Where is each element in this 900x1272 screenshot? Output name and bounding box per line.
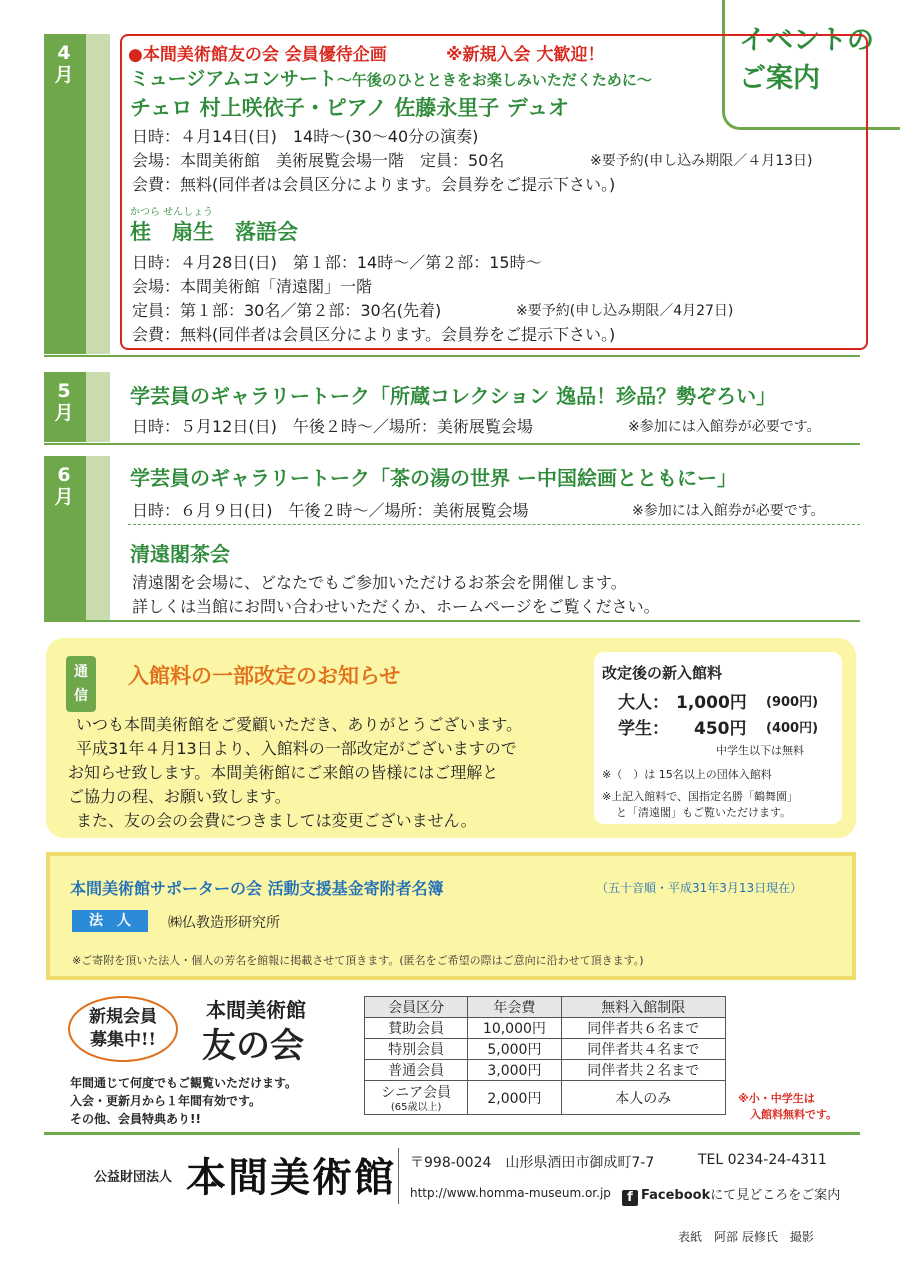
- table-row: [365, 1060, 726, 1081]
- member-limit: 同伴者共４名まで: [561, 1039, 726, 1060]
- fee-heading: 改定後の新入館料: [602, 664, 723, 682]
- cover-credit: 表紙 阿部 辰修氏 撮影: [678, 1230, 814, 1244]
- member-limit: 本人のみ: [561, 1081, 726, 1115]
- rakugo-fee: 会費：無料(同伴者は会員区分によります。会員券をご提示下さい。): [132, 325, 616, 344]
- garden-note2: と「清遠閣」もご覧いただけます。: [616, 806, 792, 819]
- member-type: 普通会員: [365, 1060, 468, 1081]
- tea-line2: 詳しくは当館にお問い合わせいただくか、ホームページをご覧ください。: [132, 597, 660, 616]
- category-badge: 法 人: [72, 910, 148, 932]
- section-divider: [44, 443, 860, 445]
- notice-body-line4: ご協力の程、お願い致します。: [68, 787, 291, 806]
- junior-note: 中学生以下は無料: [716, 744, 804, 757]
- museum-logo: 本間美術館: [186, 1154, 396, 1201]
- table-header: 会員区分: [365, 997, 468, 1018]
- month-number: 6: [57, 464, 71, 486]
- fee-revision-notice: [46, 638, 856, 838]
- concert-performers: チェロ 村上咲依子・ピアノ 佐藤永里子 デュオ: [130, 96, 569, 120]
- member-fee: 2,000円: [468, 1081, 561, 1115]
- donor-name: ㈱仏教造形研究所: [168, 915, 280, 931]
- footer-vertical-divider: [398, 1148, 399, 1204]
- membership-desc2: 入会・更新月から１年間有効です。: [70, 1094, 262, 1108]
- may-talk-info: 日時：５月12日(日) 午後２時〜／場所：美術展覧会場: [132, 417, 533, 436]
- donor-list: [46, 852, 856, 980]
- garden-note1: ※上記入館料で、国指定名勝「鶴舞園」: [602, 790, 798, 803]
- donor-title: 本間美術館サポーターの会 活動支援基金寄附者名簿: [70, 879, 444, 898]
- section-divider: [44, 620, 860, 622]
- recruit-badge: 新規会員 募集中!!: [68, 996, 178, 1062]
- concert-fee: 会費：無料(同伴者は会員区分によります。会員券をご提示下さい。): [132, 175, 616, 194]
- welcome-note: ※新規入会 大歓迎！: [446, 45, 605, 65]
- month-unit: 月: [54, 64, 74, 86]
- month-column-june: [44, 456, 110, 620]
- donor-title-note: （五十音順・平成31年3月13日現在）: [596, 881, 803, 895]
- month-column-april: [44, 34, 110, 354]
- footer-divider: [44, 1132, 860, 1135]
- month-unit: 月: [54, 486, 74, 508]
- membership-desc3: その他、会員特典あり!!: [70, 1112, 201, 1126]
- members-line: ●本間美術館友の会 会員優待企画: [128, 45, 387, 65]
- tea-line1: 清遠閣を会場に、どなたでもご参加いただけるお茶会を開催します。: [132, 573, 627, 592]
- website-link[interactable]: http://www.homma-museum.or.jp: [410, 1186, 611, 1200]
- rakugo-capacity: 定員：第１部：30名／第２部：30名(先着): [132, 301, 442, 320]
- concert-date: 日時：４月14日(日) 14時〜(30〜40分の演奏): [132, 127, 479, 146]
- month-number: 5: [57, 380, 71, 402]
- child-note1: ※小・中学生は: [738, 1092, 815, 1105]
- notice-body-line2: 平成31年４月13日より、入館料の一部改定がございますので: [76, 739, 517, 758]
- may-talk-title: 学芸員のギャラリートーク「所蔵コレクション 逸品！珍品？勢ぞろい」: [130, 384, 777, 408]
- table-header: 無料入館制限: [561, 997, 726, 1018]
- membership-fee-table: [364, 996, 726, 1115]
- month-column-may: [44, 372, 110, 442]
- concert-title: ミュージアムコンサート〜午後のひとときをお楽しみいただくために〜: [130, 68, 652, 90]
- notice-title: 入館料の一部改定のお知らせ: [128, 664, 401, 688]
- member-limit: 同伴者共２名まで: [561, 1060, 726, 1081]
- facebook-icon: f: [622, 1190, 638, 1206]
- new-fee-panel: [594, 652, 842, 824]
- rakugo-venue: 会場：本間美術館「清遠閣」一階: [132, 277, 373, 296]
- notice-body-line3: お知らせ致します。本間美術館にご来館の皆様にはご理解と: [68, 763, 499, 782]
- table-row: [365, 1039, 726, 1060]
- group-note: ※（ ）は 15名以上の団体入館料: [602, 768, 772, 781]
- member-fee: 3,000円: [468, 1060, 561, 1081]
- month-unit: 月: [54, 402, 74, 424]
- tea-title: 清遠閣茶会: [130, 542, 230, 566]
- donor-footnote: ※ご寄附を頂いた法人・個人の芳名を館報に掲載させて頂きます。(匿名をご希望の際はご意向に沿わせて頂きます。): [72, 954, 644, 967]
- student-old-price: (400円): [766, 721, 819, 736]
- member-limit: 同伴者共６名まで: [561, 1018, 726, 1039]
- member-fee: 5,000円: [468, 1039, 561, 1060]
- concert-venue: 会場：本間美術館 美術展覧会場一階 定員：50名: [132, 151, 505, 170]
- club-name2: 友の会: [202, 1026, 304, 1066]
- notice-body-line1: いつも本間美術館をご愛顧いただき、ありがとうございます。: [76, 715, 523, 734]
- member-type: 特別会員: [365, 1039, 468, 1060]
- notice-badge: 通 信: [66, 656, 96, 712]
- table-row: [365, 1018, 726, 1039]
- rakugo-reservation: ※要予約(申し込み期限／4月27日): [516, 303, 734, 319]
- child-note2: 入館料無料です。: [750, 1108, 838, 1121]
- concert-reservation: ※要予約(申し込み期限／４月13日): [590, 153, 813, 169]
- member-fee: 10,000円: [468, 1018, 561, 1039]
- section-divider: [44, 355, 860, 357]
- address: 〒998-0024 山形県酒田市御成町7-7: [410, 1155, 655, 1171]
- may-talk-note: ※参加には入館券が必要です。: [628, 419, 821, 435]
- month-number: 4: [57, 42, 71, 64]
- adult-price: 1,000円: [676, 693, 747, 713]
- june-talk-note: ※参加には入館券が必要です。: [632, 503, 825, 519]
- club-name1: 本間美術館: [206, 998, 306, 1022]
- facebook-link[interactable]: f Facebookにて見どころをご案内: [622, 1184, 840, 1206]
- rakugo-ruby: かつら せんしょう: [130, 207, 214, 218]
- membership-desc1: 年間通じて何度でもご観覧いただけます。: [70, 1076, 298, 1090]
- june-talk-info: 日時：６月９日(日) 午後２時〜／場所：美術展覧会場: [132, 501, 529, 520]
- event-tab-line1: イベントの: [739, 25, 874, 56]
- student-price: 450円: [694, 719, 747, 739]
- event-tab-line2: ご案内: [739, 63, 820, 94]
- table-header-row: [365, 997, 726, 1018]
- adult-label: 大人：: [618, 693, 669, 713]
- rakugo-date: 日時：４月28日(日) 第１部：14時〜／第２部：15時〜: [132, 253, 542, 272]
- student-label: 学生：: [618, 719, 669, 739]
- notice-body-line5: また、友の会の会費につきましては変更ございません。: [76, 811, 477, 830]
- rakugo-title: 桂 扇生 落語会: [130, 220, 298, 244]
- june-talk-title: 学芸員のギャラリートーク「茶の湯の世界 ー中国絵画とともにー」: [130, 466, 737, 490]
- table-header: 年会費: [468, 997, 561, 1018]
- adult-old-price: (900円): [766, 695, 819, 710]
- org-prefix: 公益財団法人: [94, 1170, 173, 1185]
- telephone: TEL 0234-24-4311: [698, 1152, 827, 1168]
- dotted-divider: [128, 524, 860, 525]
- member-type: シニア会員 (65歳以上): [365, 1081, 468, 1115]
- table-row: [365, 1081, 726, 1115]
- member-type: 賛助会員: [365, 1018, 468, 1039]
